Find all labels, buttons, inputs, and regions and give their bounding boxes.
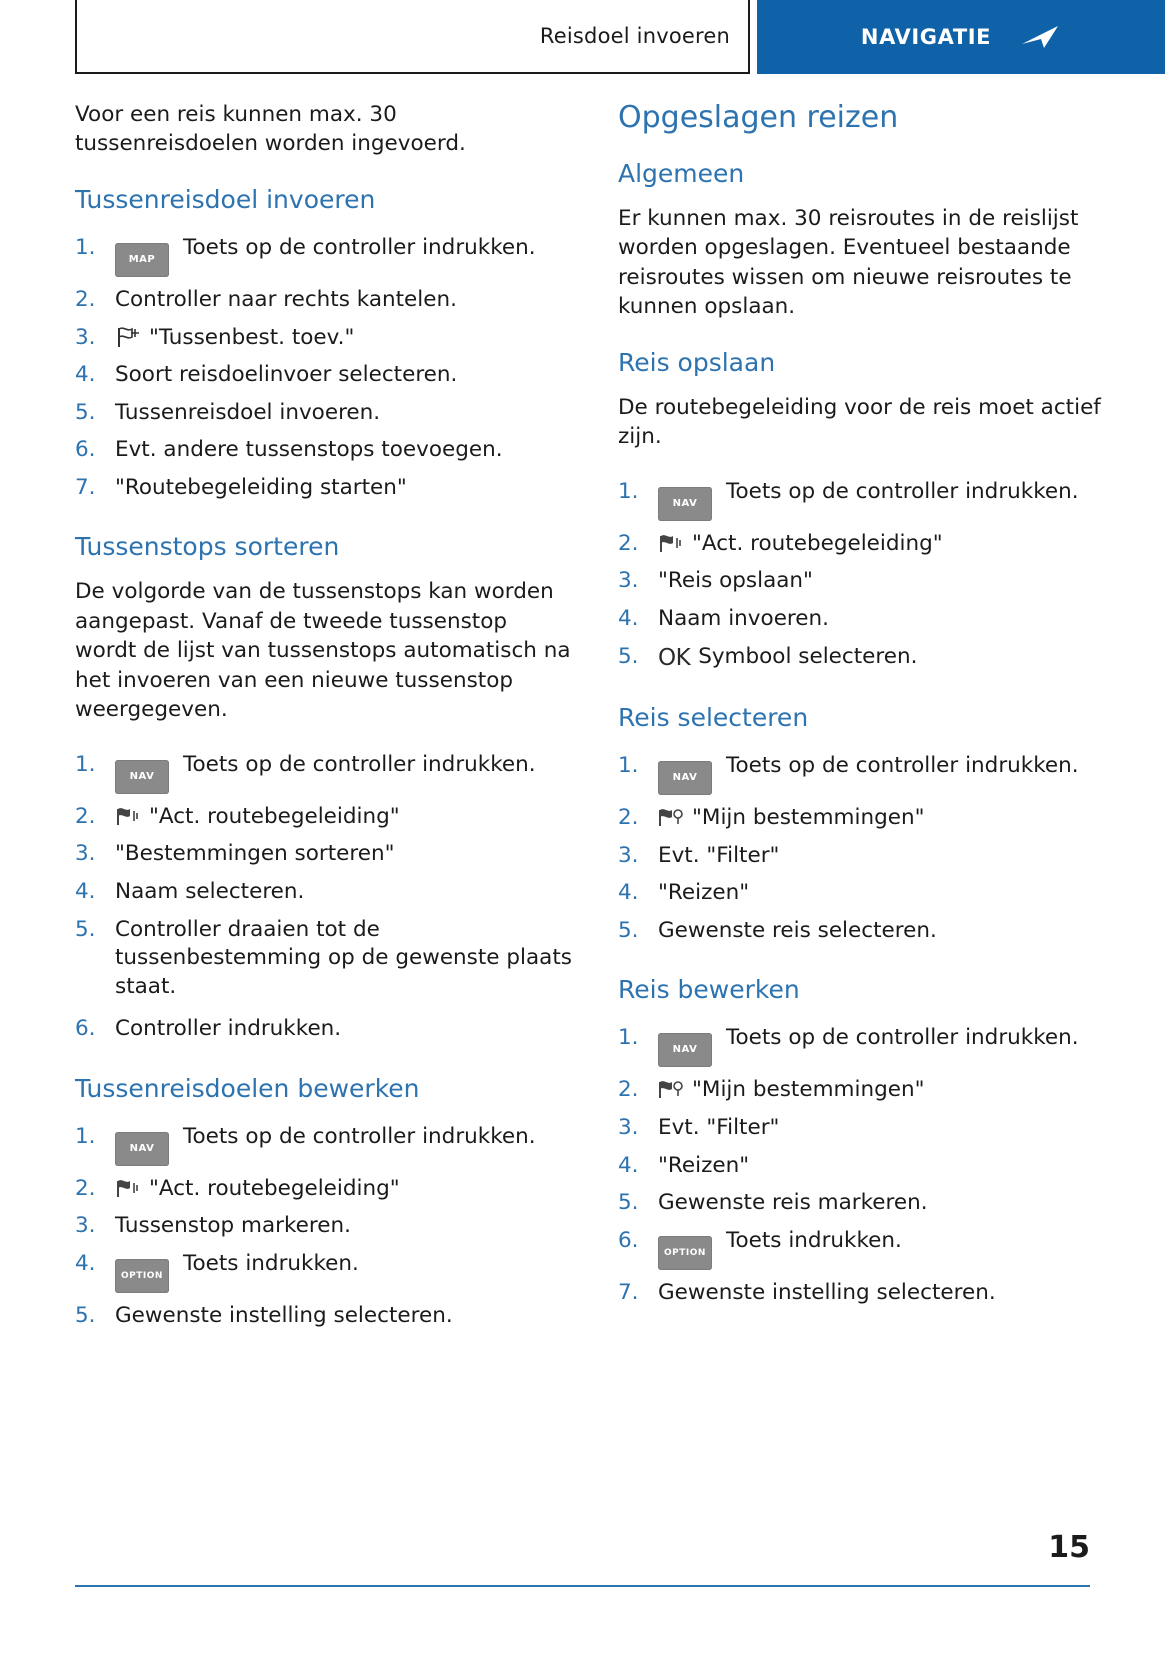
- step-number: 5.: [75, 916, 96, 942]
- step-number: 3.: [75, 324, 96, 350]
- step-text: Gewenste instelling selecteren.: [658, 1279, 996, 1305]
- step-number: 4.: [618, 880, 639, 906]
- step-text: Evt. "Filter": [658, 842, 780, 868]
- option-key-icon: OPTION: [115, 1259, 169, 1293]
- steps-tussenreisdoelen-bewerken: [75, 1123, 575, 1331]
- page-number: 15: [1048, 1530, 1090, 1565]
- step-text: "Reizen": [658, 1152, 750, 1178]
- list-item: [618, 1227, 1118, 1270]
- step-text: Toets op de controller indrukken.: [726, 753, 1079, 779]
- heading-tussenstops-sorteren: Tussenstops sorteren: [75, 532, 340, 562]
- step-number: 4.: [618, 605, 639, 631]
- step-number: 3.: [618, 568, 639, 594]
- page-title: Opgeslagen reizen: [618, 100, 899, 135]
- step-text: Controller indrukken.: [115, 1016, 342, 1042]
- list-item: [618, 1114, 1118, 1143]
- flag-plus-icon: [115, 326, 141, 348]
- steps-tussenreisdoel-invoeren: [75, 234, 575, 503]
- paragraph-reis-opslaan: De routebegeleiding voor de reis moet actief zijn.: [618, 394, 1101, 450]
- step-number: 5.: [618, 643, 639, 669]
- step-number: 1.: [75, 1123, 96, 1149]
- list-item: [618, 752, 1118, 795]
- ok-symbol-icon: OK: [658, 644, 691, 671]
- step-number: 2.: [75, 803, 96, 829]
- header-section-title: NAVIGATIE: [860, 25, 992, 49]
- list-item: [75, 436, 575, 465]
- paragraph-algemeen: Er kunnen max. 30 reisroutes in de reislijst worden opgeslagen. Eventueel bestaande reisroutes wissen om nieuwe reisroutes te kunnen opslaan.: [618, 206, 1079, 320]
- list-item: [75, 474, 575, 503]
- step-number: 5.: [75, 399, 96, 425]
- heading-tussenreisdoel-invoeren: Tussenreisdoel invoeren: [75, 184, 376, 214]
- list-item: [618, 530, 1118, 559]
- list-item: [75, 399, 575, 428]
- heading-reis-opslaan: Reis opslaan: [618, 347, 776, 377]
- list-item: [618, 1279, 1118, 1308]
- nav-key-icon: NAV: [658, 1033, 712, 1067]
- paragraph-tussenstops-sorteren: De volgorde van de tussenstops kan worden aangepast. Vanaf de tweede tussenstop wordt de lijst van tussenstops automatisch na het invoeren van een nieuwe tussenstop weergegeven.: [75, 579, 571, 723]
- step-number: 3.: [618, 1115, 639, 1141]
- step-text: Gewenste reis selecteren.: [658, 917, 937, 943]
- step-text: Naam invoeren.: [658, 605, 829, 631]
- list-item: [618, 1189, 1118, 1218]
- step-number: 1.: [75, 234, 96, 260]
- list-item: [618, 643, 1118, 674]
- step-number: 1.: [618, 753, 639, 779]
- step-number: 4.: [75, 362, 96, 388]
- list-item: [75, 361, 575, 390]
- heading-reis-selecteren: Reis selecteren: [618, 703, 809, 733]
- step-text: Evt. andere tussenstops toevoegen.: [115, 437, 503, 463]
- step-text: Gewenste reis markeren.: [658, 1190, 928, 1216]
- heading-tussenreisdoelen-bewerken: Tussenreisdoelen bewerken: [75, 1073, 420, 1103]
- list-item: [618, 1076, 1118, 1105]
- list-item: [75, 1123, 575, 1166]
- step-number: 2.: [618, 530, 639, 556]
- list-item: [75, 1302, 575, 1331]
- list-item: [75, 1250, 575, 1293]
- list-item: [618, 1024, 1118, 1067]
- nav-key-icon: NAV: [115, 760, 169, 794]
- step-text: "Bestemmingen sorteren": [115, 841, 395, 867]
- step-number: 4.: [75, 1251, 96, 1277]
- steps-reis-opslaan: [618, 478, 1118, 673]
- route-guidance-icon: [658, 532, 684, 554]
- step-text: Tussenstop markeren.: [115, 1213, 351, 1239]
- step-text: Naam selecteren.: [115, 878, 305, 904]
- step-text: "Act. routebegeleiding": [692, 530, 943, 556]
- step-text: "Mijn bestemmingen": [692, 1077, 925, 1103]
- step-number: 1.: [618, 478, 639, 504]
- my-destinations-icon: [658, 806, 684, 828]
- step-text: Controller naar rechts kantelen.: [115, 286, 457, 312]
- my-destinations-icon: [658, 1078, 684, 1100]
- nav-key-icon: NAV: [658, 761, 712, 795]
- list-item: [618, 842, 1118, 871]
- step-text: Toets op de controller indrukken.: [726, 1025, 1079, 1051]
- step-text: "Mijn bestemmingen": [692, 805, 925, 831]
- page-header: [0, 0, 1165, 76]
- list-item: [618, 567, 1118, 596]
- step-text: Toets op de controller indrukken.: [726, 478, 1079, 504]
- list-item: [75, 916, 575, 1002]
- list-item: [75, 803, 575, 832]
- step-number: 5.: [618, 1190, 639, 1216]
- list-item: [75, 1015, 575, 1044]
- step-number: 4.: [75, 878, 96, 904]
- step-text: Gewenste instelling selecteren.: [115, 1303, 453, 1329]
- map-key-icon: MAP: [115, 243, 169, 277]
- header-chapter-box: [75, 0, 750, 74]
- step-text: "Act. routebegeleiding": [149, 1175, 400, 1201]
- right-column: [618, 100, 1118, 1337]
- step-number: 6.: [75, 437, 96, 463]
- step-text: Tussenreisdoel invoeren.: [115, 399, 381, 425]
- list-item: [618, 605, 1118, 634]
- step-number: 2.: [618, 805, 639, 831]
- step-text: Soort reisdoelinvoer selecteren.: [115, 362, 458, 388]
- step-number: 3.: [75, 841, 96, 867]
- step-number: 2.: [75, 286, 96, 312]
- intro-paragraph: Voor een reis kunnen max. 30 tussenreisdoelen worden ingevoerd.: [75, 102, 466, 157]
- route-guidance-icon: [115, 1177, 141, 1199]
- step-number: 1.: [75, 751, 96, 777]
- step-text: "Reis opslaan": [658, 568, 813, 594]
- step-number: 5.: [618, 917, 639, 943]
- list-item: [75, 324, 575, 353]
- step-text: "Reizen": [658, 880, 750, 906]
- step-text: Toets indrukken.: [183, 1251, 359, 1277]
- list-item: [618, 879, 1118, 908]
- route-guidance-icon: [115, 805, 141, 827]
- list-item: [618, 1152, 1118, 1181]
- header-chapter-title: Reisdoel invoeren: [539, 24, 730, 48]
- step-number: 1.: [618, 1025, 639, 1051]
- option-key-icon: OPTION: [658, 1236, 712, 1270]
- list-item: [75, 751, 575, 794]
- step-text: Toets indrukken.: [726, 1227, 902, 1253]
- step-number: 3.: [618, 842, 639, 868]
- step-number: 5.: [75, 1303, 96, 1329]
- list-item: [618, 917, 1118, 946]
- step-number: 7.: [75, 474, 96, 500]
- steps-tussenstops-sorteren: [75, 751, 575, 1044]
- list-item: [618, 478, 1118, 521]
- list-item: [75, 878, 575, 907]
- list-item: [75, 1212, 575, 1241]
- step-number: 6.: [618, 1227, 639, 1253]
- heading-algemeen: Algemeen: [618, 159, 745, 188]
- step-text: Symbool selecteren.: [698, 643, 918, 669]
- step-number: 6.: [75, 1016, 96, 1042]
- step-text: "Routebegeleiding starten": [115, 474, 407, 500]
- step-number: 7.: [618, 1279, 639, 1305]
- left-column: [75, 100, 575, 1361]
- steps-reis-selecteren: [618, 752, 1118, 945]
- step-text: Controller draaien tot de tussenbestemming op de gewenste plaats staat.: [115, 916, 572, 999]
- list-item: [618, 804, 1118, 833]
- heading-reis-bewerken: Reis bewerken: [618, 975, 800, 1005]
- step-text: "Tussenbest. toev.": [149, 324, 355, 350]
- step-text: Toets op de controller indrukken.: [183, 234, 536, 260]
- nav-key-icon: NAV: [658, 487, 712, 521]
- navigation-arrow-icon: [1019, 22, 1061, 52]
- list-item: [75, 840, 575, 869]
- list-item: [75, 286, 575, 315]
- step-text: Toets op de controller indrukken.: [183, 751, 536, 777]
- step-number: 4.: [618, 1152, 639, 1178]
- list-item: [75, 1175, 575, 1204]
- step-number: 2.: [618, 1077, 639, 1103]
- nav-key-icon: NAV: [115, 1132, 169, 1166]
- step-text: "Act. routebegeleiding": [149, 803, 400, 829]
- step-text: Evt. "Filter": [658, 1115, 780, 1141]
- list-item: [75, 234, 575, 277]
- header-section-box: [757, 0, 1165, 74]
- steps-reis-bewerken: [618, 1024, 1118, 1307]
- step-text: Toets op de controller indrukken.: [183, 1123, 536, 1149]
- footer-divider: [75, 1585, 1090, 1587]
- step-number: 3.: [75, 1213, 96, 1239]
- step-number: 2.: [75, 1175, 96, 1201]
